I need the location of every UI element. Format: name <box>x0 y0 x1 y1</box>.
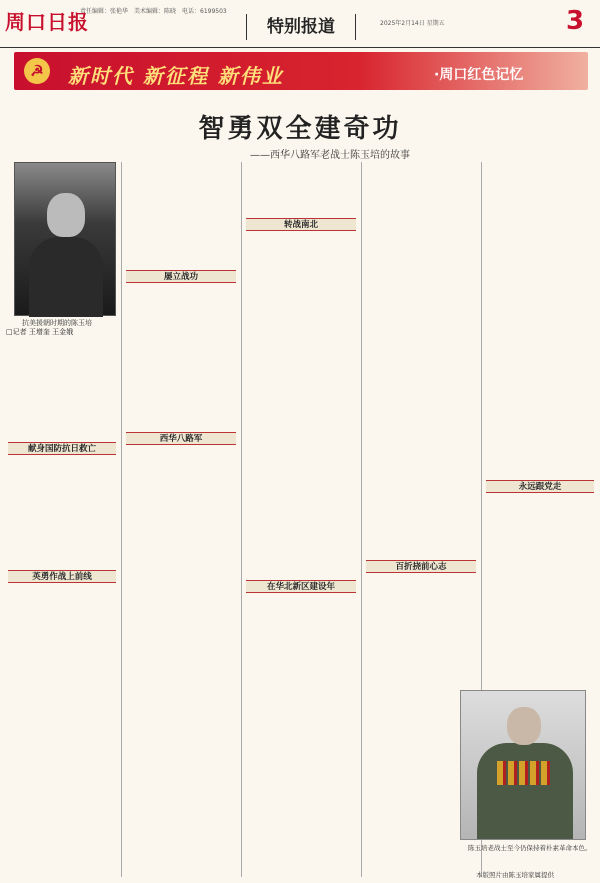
banner-title: 新时代 新征程 新伟业 <box>68 64 284 88</box>
section-heading: 永远跟党走 <box>486 480 594 493</box>
byline: □记者 王增奎 王金娥 <box>6 328 74 336</box>
newspaper-logo: 周口日报 <box>5 10 89 34</box>
section-heading: 百折挠前心志 <box>366 560 476 573</box>
column-rule <box>121 162 122 877</box>
photo-credit: 本版照片由陈玉培家属提供 <box>476 871 554 879</box>
subheadline: ——西华八路军老战士陈玉培的故事 <box>250 150 410 161</box>
section-heading: 转战南北 <box>246 218 356 231</box>
issue-date: 2025年2月14日 星期五 <box>380 20 445 27</box>
page-number: 3 <box>566 6 585 36</box>
theme-banner <box>14 52 588 90</box>
veteran-photo-caption: 陈玉培老战士至今仍保持着朴素革命本色。 <box>468 844 592 852</box>
section-heading: 献身国防抗日救亡 <box>8 442 116 455</box>
headline: 智勇双全建奇功 <box>198 114 402 144</box>
section-heading: 屡立战功 <box>126 270 236 283</box>
veteran-photo <box>460 690 586 840</box>
section-heading: 英勇作战上前线 <box>8 570 116 583</box>
section-heading: 在华北新区建设年 <box>246 580 356 593</box>
column-rule <box>361 162 362 877</box>
party-emblem-icon: ☭ <box>24 58 50 84</box>
section-heading: 西华八路军 <box>126 432 236 445</box>
photo-caption: 抗美援朝时期的陈玉培 <box>22 319 92 327</box>
banner-subtitle: ·周口红色记忆 <box>434 67 524 83</box>
section-title: 特别报道 <box>246 14 356 40</box>
portrait-photo <box>14 162 116 316</box>
column-rule <box>241 162 242 877</box>
editor-line: 责任编辑：张艳华 美术编辑：陈晓 电话：6199503 <box>80 8 227 15</box>
